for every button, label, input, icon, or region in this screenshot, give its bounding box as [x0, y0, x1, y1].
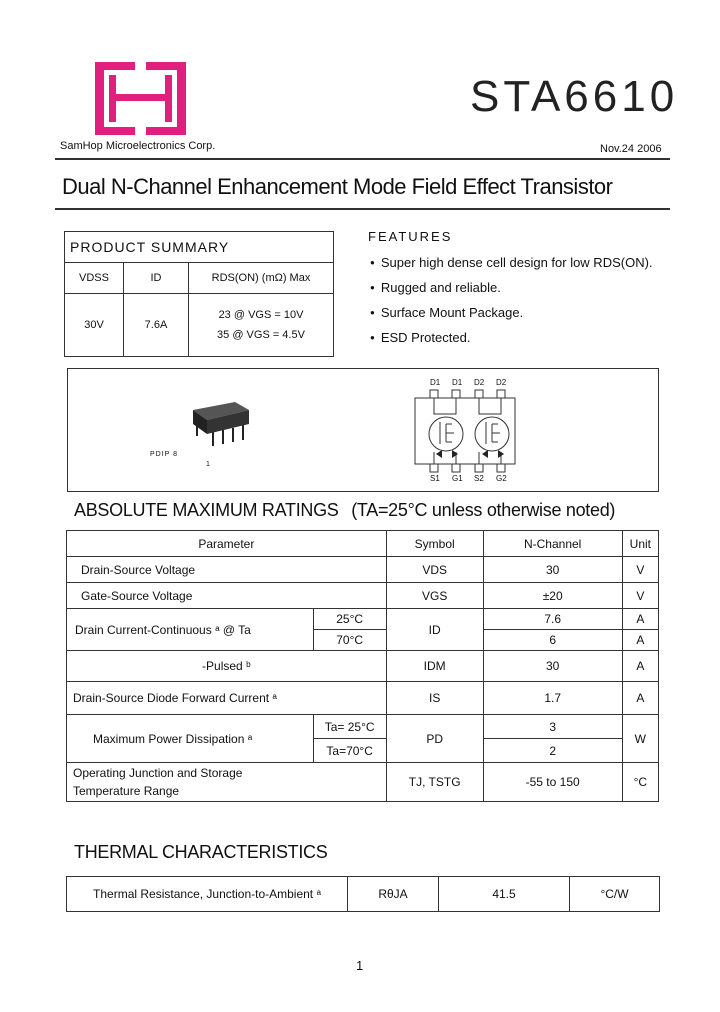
rds-value-2: 35 @ VGS = 4.5V: [217, 329, 305, 341]
absolute-max-table: [66, 530, 659, 802]
value-cell: 3: [483, 715, 622, 739]
param-cell: -Pulsed ᵇ: [67, 651, 387, 682]
condition-cell: Ta=70°C: [313, 739, 386, 763]
feature-item: ● Rugged and reliable.: [370, 279, 653, 304]
symbol-cell: IS: [386, 682, 483, 715]
param-cell: [67, 763, 387, 802]
feature-item: ● ESD Protected.: [370, 329, 653, 354]
col-nchannel: N-Channel: [483, 531, 622, 557]
page-number: 1: [356, 958, 364, 973]
condition-cell: Ta= 25°C: [313, 715, 386, 739]
symbol-cell: TJ, TSTG: [386, 763, 483, 802]
param-line: Temperature Range: [73, 784, 180, 798]
amr-condition: (TA=25°C unless otherwise noted): [351, 500, 616, 520]
features-heading: FEATURES: [368, 229, 453, 244]
value-cell: 30: [483, 557, 622, 583]
vdss-value: 30V: [65, 294, 124, 357]
param-cell: Drain-Source Voltage: [67, 557, 387, 583]
value-cell: ±20: [483, 583, 622, 609]
symbol-cell: PD: [386, 715, 483, 763]
pin1-label: 1: [206, 461, 210, 468]
value-cell: 1.7: [483, 682, 622, 715]
col-id: ID: [124, 263, 189, 294]
param-cell: Thermal Resistance, Junction-to-Ambient ᵃ: [67, 877, 348, 912]
symbol-cell: ID: [386, 609, 483, 651]
symbol-cell: VGS: [386, 583, 483, 609]
unit-cell: A: [622, 609, 658, 630]
rds-value-1: 23 @ VGS = 10V: [218, 309, 304, 321]
col-parameter: Parameter: [67, 531, 387, 557]
schematic-diagram: [400, 372, 530, 484]
unit-cell: W: [622, 715, 658, 763]
pin-label: D2: [474, 378, 485, 387]
symbol-cell: RθJA: [348, 877, 439, 912]
amr-heading-text: ABSOLUTE MAXIMUM RATINGS: [74, 500, 339, 520]
param-line: Operating Junction and Storage: [73, 766, 243, 780]
thermal-table: [66, 876, 660, 912]
package-label: PDIP 8: [150, 451, 179, 458]
header-rule-top: [55, 158, 670, 160]
value-cell: 6: [483, 630, 622, 651]
value-cell: 41.5: [439, 877, 570, 912]
unit-cell: V: [622, 557, 658, 583]
param-cell: Gate-Source Voltage: [67, 583, 387, 609]
header-rule-bottom: [55, 208, 670, 210]
symbol-cell: VDS: [386, 557, 483, 583]
value-cell: -55 to 150: [483, 763, 622, 802]
document-date: Nov.24 2006: [600, 143, 662, 155]
param-cell: Drain-Source Diode Forward Current ᵃ: [67, 682, 387, 715]
bottom-pin-labels: [430, 474, 530, 483]
unit-cell: A: [622, 651, 658, 682]
features-list: [370, 254, 653, 354]
feature-item: ● Surface Mount Package.: [370, 304, 653, 329]
value-cell: 7.6: [483, 609, 622, 630]
param-cell: Drain Current-Continuous ᵃ @ Ta: [67, 609, 314, 651]
pin-label: D1: [452, 378, 463, 387]
unit-cell: °C: [622, 763, 658, 802]
unit-cell: A: [622, 682, 658, 715]
product-summary-table: [64, 231, 334, 357]
feature-item: ● Super high dense cell design for low RDS(ON).: [370, 254, 653, 279]
unit-cell: V: [622, 583, 658, 609]
package-figure: [67, 368, 659, 492]
col-unit: Unit: [622, 531, 658, 557]
id-value: 7.6A: [124, 294, 189, 357]
samhop-logo: [95, 62, 186, 135]
condition-cell: 70°C: [313, 630, 386, 651]
part-number: STA6610: [470, 72, 679, 121]
amr-heading: [74, 500, 615, 521]
company-name: SamHop Microelectronics Corp.: [60, 140, 216, 152]
value-cell: 30: [483, 651, 622, 682]
unit-cell: °C/W: [570, 877, 660, 912]
col-symbol: Symbol: [386, 531, 483, 557]
col-rds: RDS(ON) (mΩ) Max: [189, 263, 334, 294]
unit-cell: A: [622, 630, 658, 651]
col-vdss: VDSS: [65, 263, 124, 294]
product-summary-heading: PRODUCT SUMMARY: [65, 232, 334, 263]
pin-label: G2: [496, 474, 507, 483]
pdip-package-image: [185, 400, 255, 448]
symbol-cell: IDM: [386, 651, 483, 682]
pin-label: G1: [452, 474, 463, 483]
pin-label: D2: [496, 378, 507, 387]
pin-label: D1: [430, 378, 441, 387]
value-cell: 2: [483, 739, 622, 763]
condition-cell: 25°C: [313, 609, 386, 630]
rds-values: [189, 294, 334, 357]
pin-label: S1: [430, 474, 440, 483]
pin-label: S2: [474, 474, 484, 483]
top-pin-labels: [430, 378, 530, 387]
param-cell: Maximum Power Dissipation ᵃ: [67, 715, 314, 763]
thermal-heading: THERMAL CHARACTERISTICS: [74, 842, 328, 862]
document-title: Dual N-Channel Enhancement Mode Field Effect Transistor: [62, 174, 613, 199]
